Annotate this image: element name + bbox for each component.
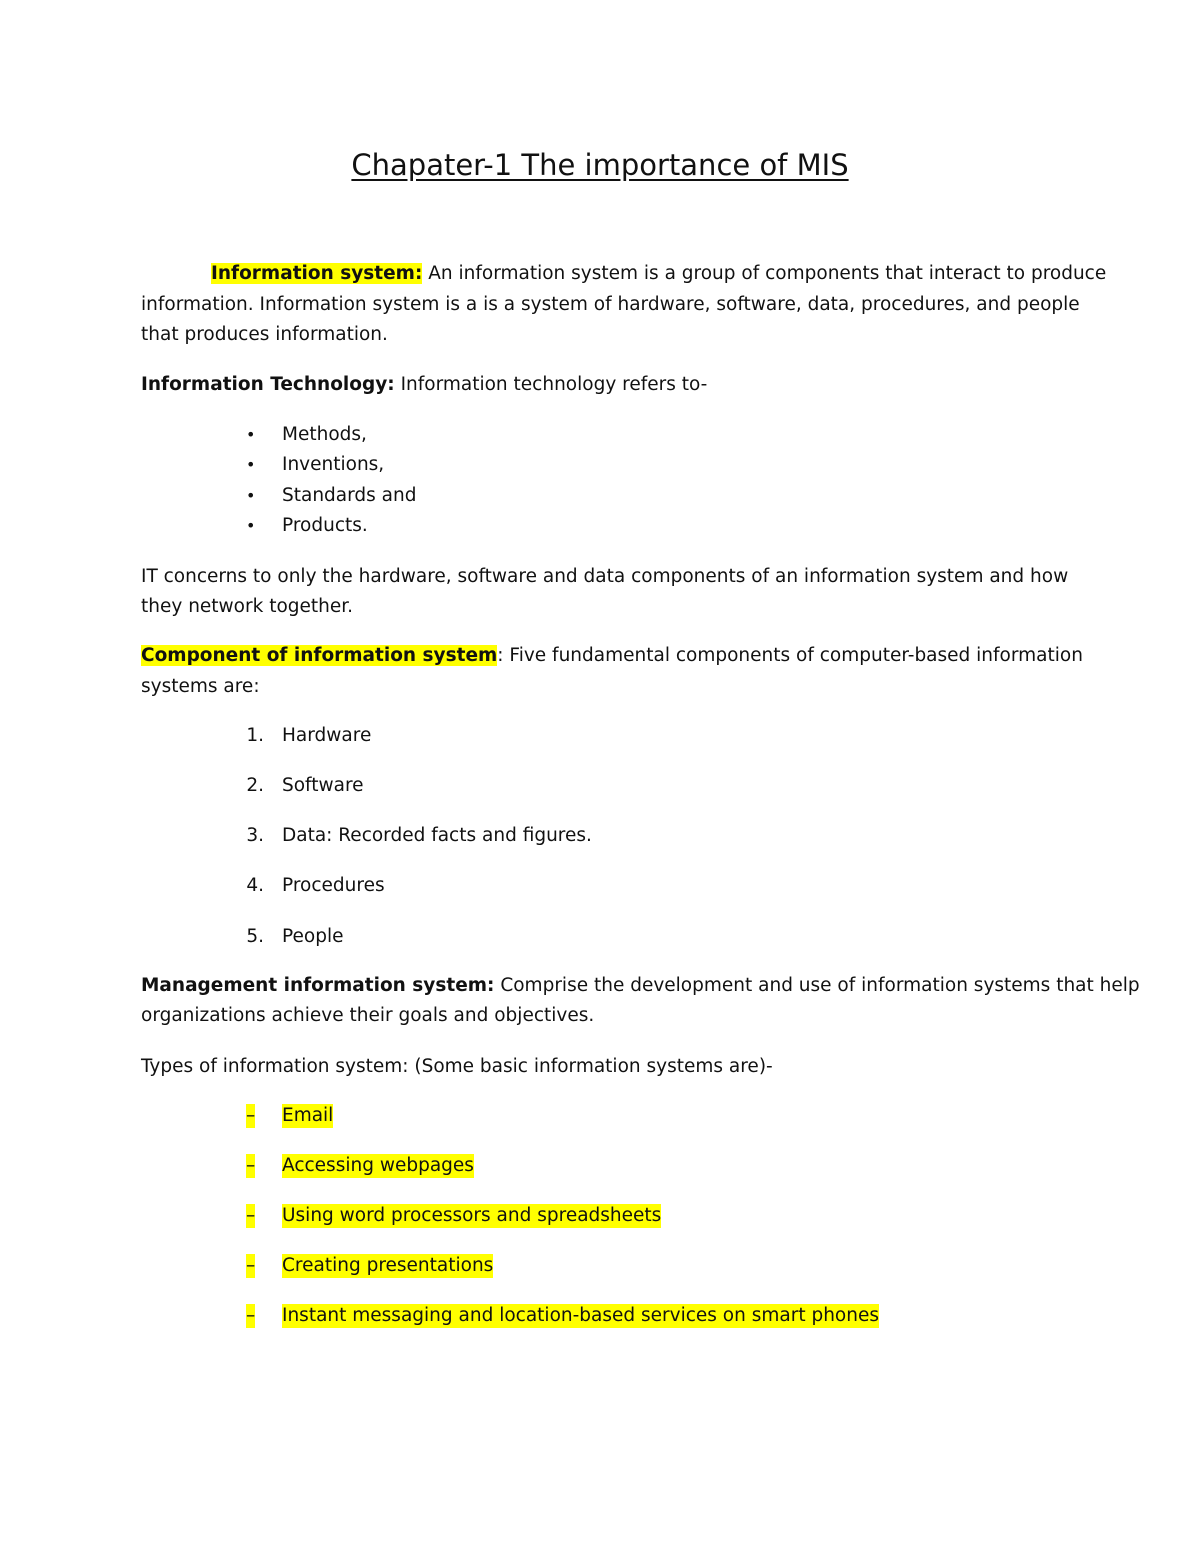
bullet-item-methods: Methods, [282,424,367,445]
mis-line-2: organizations achieve their goals and objectives. [141,1005,595,1026]
list-number: 5. [246,926,264,947]
info-system-definition-start: An information system is a group of components that interact to produce [422,263,1107,284]
component-item-procedures: Procedures [282,875,385,896]
mis-definition: Comprise the development and use of information systems that help [494,975,1140,996]
dash-icon: – [246,1255,256,1276]
type-item-word-processors: Using word processors and spreadsheets [282,1205,662,1226]
bullet-icon: • [246,455,256,474]
it-concerns-line-1: IT concerns to only the hardware, software and data components of an information system and how [141,566,1069,587]
bullet-icon: • [246,486,256,505]
info-tech-term: Information Technology: [141,374,395,395]
info-system-colon: : [414,263,423,284]
type-item-email: Email [282,1105,334,1126]
info-tech-line [141,373,707,397]
dash-icon: – [246,1305,256,1326]
info-system-line-1 [211,262,1106,286]
page-title: Chapater-1 The importance of MIS [351,148,849,182]
components-term: Component of information system [141,645,498,666]
component-item-software: Software [282,775,364,796]
list-number: 3. [246,825,264,846]
it-concerns-line-2: they network together. [141,596,354,617]
mis-line-1 [141,974,1140,998]
bullet-item-products: Products. [282,515,368,536]
bullet-icon: • [246,516,256,535]
mis-term: Management information system: [141,975,495,996]
component-item-hardware: Hardware [282,725,372,746]
components-line-1 [141,644,1083,668]
type-item-messaging: Instant messaging and location-based services on smart phones [282,1305,879,1326]
dash-icon: – [246,1205,256,1226]
component-item-people: People [282,926,344,947]
info-system-line-2: information. Information system is a is a system of hardware, software, data, procedures, and people [141,294,1080,315]
info-system-line-3: that produces information. [141,324,388,345]
type-item-presentations: Creating presentations [282,1255,494,1276]
components-definition: Five fundamental components of computer-based information [503,645,1083,666]
list-number: 4. [246,875,264,896]
info-tech-definition: Information technology refers to- [394,374,708,395]
component-item-data: Data: Recorded facts and figures. [282,825,592,846]
type-item-webpages: Accessing webpages [282,1155,474,1176]
components-line-2: systems are: [141,676,260,697]
info-system-term: Information system [211,263,415,284]
bullet-icon: • [246,425,256,444]
dash-icon: – [246,1105,256,1126]
dash-icon: – [246,1155,256,1176]
bullet-item-standards: Standards and [282,485,417,506]
components-colon: : [497,645,504,666]
list-number: 2. [246,775,264,796]
bullet-item-inventions: Inventions, [282,454,385,475]
list-number: 1. [246,725,264,746]
types-intro: Types of information system: (Some basic information systems are)- [141,1056,773,1077]
